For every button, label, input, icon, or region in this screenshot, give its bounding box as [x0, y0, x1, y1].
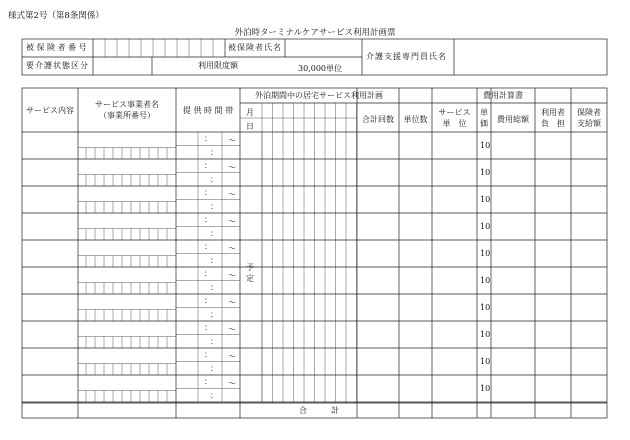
time-tilde: 〜 — [228, 190, 236, 199]
time-colon: ： — [204, 215, 212, 224]
provider-name-header: サービス事業者名 — [95, 100, 159, 109]
unit-price-value: 10 — [480, 195, 491, 204]
time-colon: ： — [204, 377, 212, 386]
time-tilde: 〜 — [228, 244, 236, 253]
time-colon: ： — [204, 269, 212, 278]
time-tilde: 〜 — [228, 217, 236, 226]
unit-price-header-2: 価 — [480, 119, 488, 128]
total-row-label: 合 計 — [299, 406, 339, 415]
form-label: 様式第2号（第8条関係） — [8, 11, 104, 21]
time-tilde: 〜 — [228, 271, 236, 280]
time-colon: ： — [210, 256, 218, 265]
unit-price-value: 10 — [480, 303, 491, 312]
time-tilde: 〜 — [228, 325, 236, 334]
time-colon: ： — [210, 337, 218, 346]
day-label: 日 — [246, 122, 254, 131]
care-level-label: 要介護状態区分 — [26, 61, 89, 70]
time-colon: ： — [204, 242, 212, 251]
time-colon: ： — [204, 161, 212, 170]
user-burden-header-1: 利用者 — [541, 108, 565, 117]
unit-price-header-1: 単 — [480, 108, 488, 117]
total-count-header: 合計回数 — [362, 115, 394, 124]
time-tilde: 〜 — [228, 352, 236, 361]
time-colon: ： — [210, 391, 218, 400]
insured-number-label: 被保険者番号 — [26, 43, 89, 52]
time-colon: ： — [210, 283, 218, 292]
time-tilde: 〜 — [228, 163, 236, 172]
limit-value: 30,000単位 — [298, 64, 342, 73]
time-colon: ： — [204, 134, 212, 143]
page-title: 外泊時ターミナルケアサービス利用計画票 — [234, 28, 396, 38]
time-tilde: 〜 — [228, 379, 236, 388]
service-content-header: サービス内容 — [26, 106, 74, 115]
time-colon: ： — [204, 323, 212, 332]
time-colon: ： — [210, 148, 218, 157]
unit-price-value: 10 — [480, 168, 491, 177]
unit-price-value: 10 — [480, 357, 491, 366]
unit-count-header: 単位数 — [403, 115, 428, 124]
time-colon: ： — [204, 350, 212, 359]
time-colon: ： — [210, 310, 218, 319]
insurer-pay-header-1: 保険者 — [577, 108, 601, 117]
provider-number-header: （事業所番号） — [99, 111, 155, 120]
unit-price-value: 10 — [480, 249, 491, 258]
unit-price-value: 10 — [480, 222, 491, 231]
user-burden-header-2: 負 担 — [541, 119, 565, 128]
insurer-pay-header-2: 支給額 — [577, 119, 601, 128]
time-colon: ： — [210, 175, 218, 184]
limit-label: 利用限度額 — [198, 61, 238, 70]
time-colon: ： — [210, 229, 218, 238]
planned-label: 予定 — [246, 263, 254, 283]
time-colon: ： — [210, 364, 218, 373]
time-colon: ： — [210, 202, 218, 211]
unit-price-value: 10 — [480, 330, 491, 339]
cost-header: 費用計算書 — [483, 91, 523, 100]
service-unit-header-2: 単 位 — [442, 119, 467, 128]
month-label: 月 — [246, 108, 254, 117]
unit-price-value: 10 — [480, 276, 491, 285]
time-colon: ： — [204, 296, 212, 305]
time-colon: ： — [204, 188, 212, 197]
time-header: 提 供 時 間 帯 — [182, 106, 234, 115]
unit-price-value: 10 — [480, 141, 491, 150]
service-unit-header-1: サービス — [438, 108, 471, 117]
total-cost-header: 費用総額 — [497, 115, 529, 124]
time-tilde: 〜 — [228, 136, 236, 145]
unit-price-value: 10 — [480, 384, 491, 393]
care-manager-label: 介護支援専門員氏名 — [366, 52, 447, 61]
time-tilde: 〜 — [228, 298, 236, 307]
insured-name-label: 被保険者氏名 — [228, 43, 282, 52]
plan-header: 外泊期間中の居宅サービス利用計画 — [255, 91, 383, 100]
